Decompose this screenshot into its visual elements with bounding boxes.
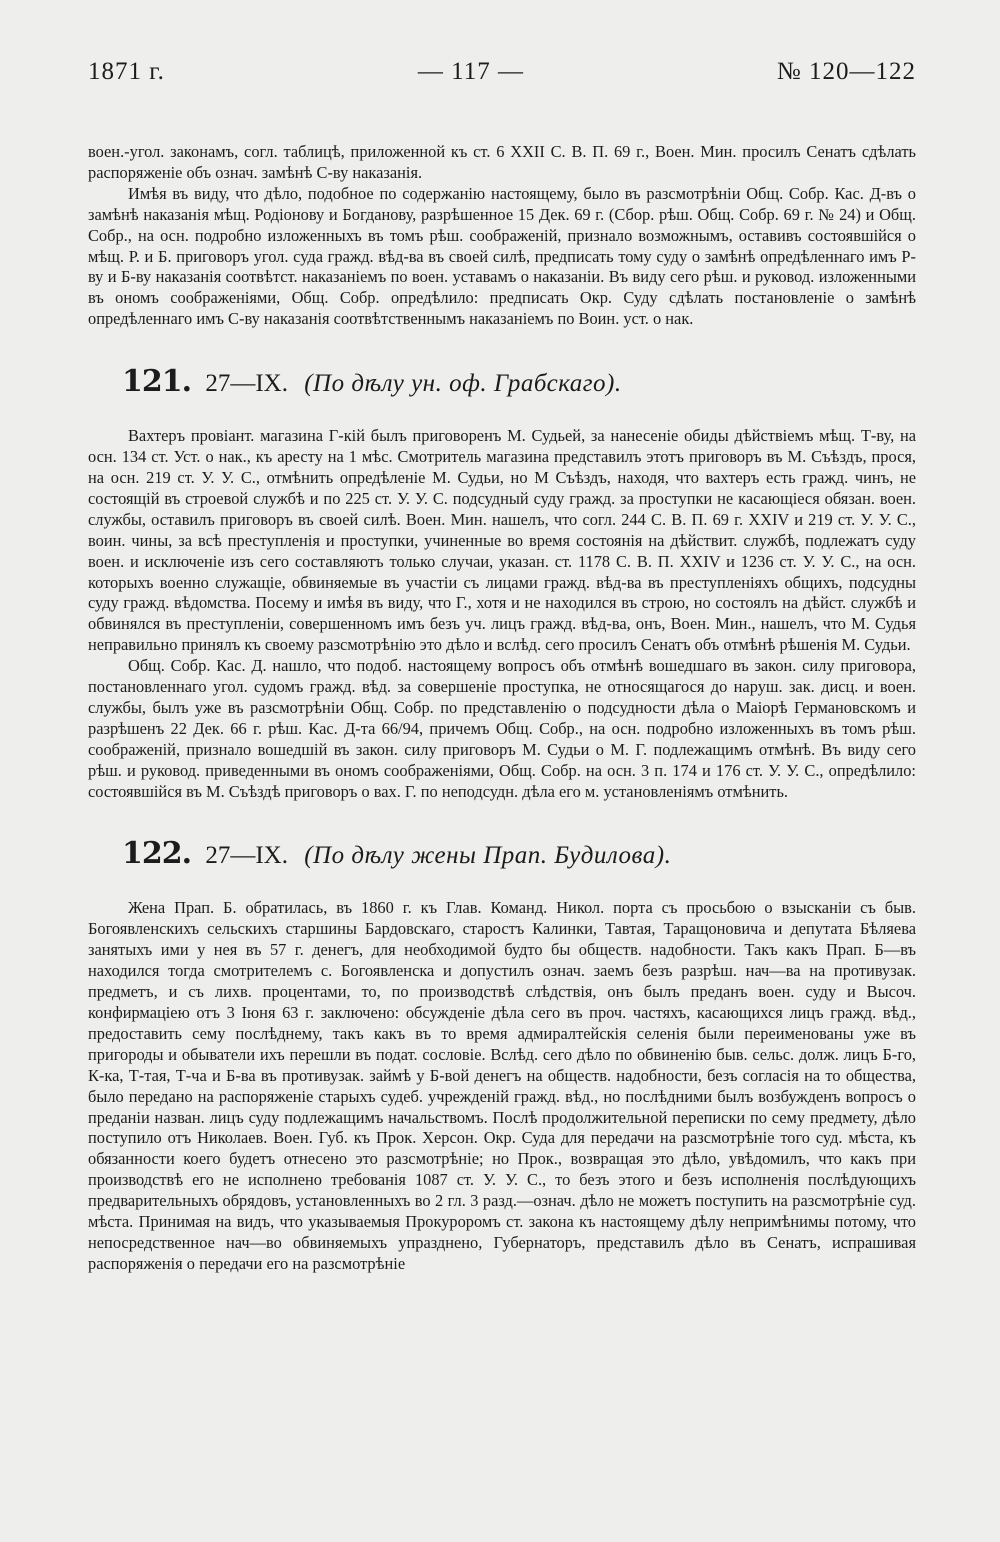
header-case-range: № 120—122 — [776, 58, 916, 85]
section-121-paragraph: Вахтеръ провіант. магазина Г-кій былъ приговоренъ М. Судьей, за нанесеніе обиды дѣйствіемъ мѣщ. Т-ву, на осн. 134 ст. Уст. о нак., къ аресту на 1 мѣс. Смотритель магазина представилъ этотъ приговоръ въ М. Съѣздъ, прося, на осн. 219 ст. У. У. С., отмѣнить опредѣленіе М. Судьи, но М Съѣздъ, находя, что вахтеръ есть гражд. чинъ, не состоящій въ строевой службѣ и по 225 ст. У. У. С. подсудный суду гражд. за проступки не касающіеся обязан. воен. службы, оставилъ приговоръ въ своей силѣ. Воен. Мин. нашелъ, что согл. 244 С. В. П. 69 г. XXIV и 219 ст. У. У. С., воин. чины, за всѣ преступленія и проступки, учиненные во время состоянія на дѣйствит. службѣ, подлежатъ суду воен. и исключеніе изъ сего составляютъ только случаи, указан. ст. 1178 С. В. П. XXIV и 1236 ст. У. У. С., на осн. которыхъ военно служащіе, обвиняемые въ участіи съ лицами гражд. вѣд-ва въ преступленіяхъ общихъ, подсудны суду гражд. вѣдомства. Посему и имѣя въ виду, что Г., хотя и не находился въ строю, но состоялъ на дѣйст. службѣ и обвинялся въ преступленіи, совершенномъ имъ безъ уч. лицъ гражд. вѣд-ва, онъ, Воен. Мин., нашелъ, что М. Судья неправильно принялъ къ своему разсмотрѣнію это дѣло и вслѣд. сего просилъ Сенатъ объ отмѣнѣ рѣшенія М. Судьи. — [88, 426, 916, 655]
section-date: 27—IX. — [205, 842, 288, 870]
section-number: 122. — [122, 836, 192, 872]
section-122-paragraph: Жена Прап. Б. обратилась, въ 1860 г. къ Глав. Команд. Никол. порта съ просьбою о взысканіи съ быв. Богоявленскихъ сельскихъ старшины Бардовскаго, старостъ Калинки, Тавтая, Таращоновича и депутата Бѣляева занятыхъ ими у нея въ 57 г. денегъ, для необходимой будто бы обществ. надобности. Такъ какъ Прап. Б—въ находился тогда смотрителемъ с. Богоявленска и допустилъ означ. заемъ безъ разрѣш. нач—ва на противузак. предметъ, и съ лихв. процентами, то, по производствѣ слѣдствія, онъ былъ преданъ воен. суду и Высоч. конфирмаціею отъ 3 Іюня 63 г. заключено: обсужденіе дѣла сего въ проч. частяхъ, касающихся лицъ гражд. вѣд., предоставить сему послѣднему, такъ какъ въ то время адмиралтейскія селенія были переименованы уже въ пригороды и обыватели ихъ перешли въ подат. сословіе. Вслѣд. сего дѣло по обвиненію быв. сельс. долж. лицъ Б-го, К-ка, Т-тая, Т-ча и Б-ва въ противузак. займѣ у Б-вой денегъ на обществ. надобности, безъ согласія на то общества, было передано на распоряженіе старыхъ судеб. учрежденій гражд. вѣд., но послѣдними былъ возбужденъ вопросъ о преданіи назван. лицъ суду подлежащимъ начальствомъ. Послѣ продолжительной переписки по сему предмету, дѣло поступило отъ Николаев. Воен. Губ. къ Прок. Херсон. Окр. Суда для передачи на разсмотрѣніе того суд. мѣста, къ обязанности коего будетъ отнесено это разсмотрѣніе; но Прок., возвращая это дѣло, увѣдомилъ, что какъ при производствѣ его не исполнено требованія 1087 ст. У. У. С., то безъ этого и безъ исполненія послѣдующихъ предварительныхъ обрядовъ, установленныхъ во 2 гл. 3 разд.—означ. дѣло не можетъ поступить на разсмотрѣніе суд. мѣста. Принимая на видъ, что указываемыя Прокуроромъ ст. закона къ настоящему дѣлу непримѣнимы потому, что непосредственное нач—во обвиняемыхъ упразднено, Губернаторъ, представилъ дѣло въ Сенатъ, испрашивая распоряженія о передачи его на разсмотрѣніе — [88, 898, 916, 1273]
header-page-number: — 117 — — [417, 58, 524, 85]
section-heading-122 — [122, 836, 916, 870]
section-heading-121 — [122, 364, 916, 398]
section-date: 27—IX. — [205, 370, 288, 398]
section-title: (По дѣлу жены Прап. Будилова). — [304, 842, 672, 870]
section-number: 121. — [122, 364, 192, 400]
section-title: (По дѣлу ун. оф. Грабскаго). — [304, 370, 622, 398]
header-year: 1871 г. — [88, 58, 165, 85]
section-121-paragraph: Общ. Собр. Кас. Д. нашло, что подоб. настоящему вопросъ объ отмѣнѣ вошедшаго въ закон. силу приговора, постановленнаго угол. судомъ гражд. вѣд. за совершеніе проступка, не относящагося до наруш. зак. дисц. и воен. службы, былъ уже въ разсмотрѣніи Общ. Собр. по представленію о подсудности дѣла о Маіорѣ Германовскомъ и разрѣшенъ 22 Дек. 66 г. рѣш. Кас. Д-та 66/94, причемъ Общ. Собр., на осн. подробно изложенныхъ въ томъ рѣш. соображеній, признало вошедшій въ закон. силу приговоръ М. Судьи о М. Г. подлежащимъ отмѣнѣ. Въ виду сего рѣш. и руковод. приведенными въ ономъ соображеніями, Общ. Собр. на осн. 3 п. 174 и 176 ст. У. У. С., опредѣлило: состоявшійся въ М. Съѣздѣ приговоръ о вах. Г. по неподсудн. дѣла его м. установленіямъ отмѣнить. — [88, 656, 916, 801]
continuation-paragraph: воен.-угол. законамъ, согл. таблицѣ, приложенной къ ст. 6 XXII С. В. П. 69 г., Воен. Мин. просилъ Сенатъ сдѣлать распоряженіе объ означ. замѣнѣ С-ву наказанія. — [88, 142, 916, 182]
page-header — [88, 58, 916, 98]
continuation-paragraph: Имѣя въ виду, что дѣло, подобное по содержанію настоящему, было въ разсмотрѣніи Общ. Собр. Кас. Д-въ о замѣнѣ наказанія мѣщ. Родіонову и Богданову, разрѣшенное 15 Дек. 69 г. (Сбор. рѣш. Общ. Собр. 69 г. № 24) и Общ. Собр., на осн. подробно изложенныхъ въ томъ рѣш. соображеній, признало возможнымъ, оставивъ состоявшійся о мѣщ. Р. и Б. приговоръ угол. суда гражд. вѣд-ва въ своей силѣ, предписать тому суду о замѣнѣ опредѣленнаго имъ Р-ву и Б-ву наказанія соотвѣтст. наказаніемъ по воен. уставамъ о наказаніи. Въ виду сего рѣш. и руковод. изложенными въ ономъ соображеніями, Общ. Собр. опредѣлило: предписать Окр. Суду сдѣлать постановленіе о замѣнѣ опредѣленнаго имъ С-ву наказанія соотвѣтственнымъ наказаніемъ по Воин. уст. о нак. — [88, 183, 916, 329]
